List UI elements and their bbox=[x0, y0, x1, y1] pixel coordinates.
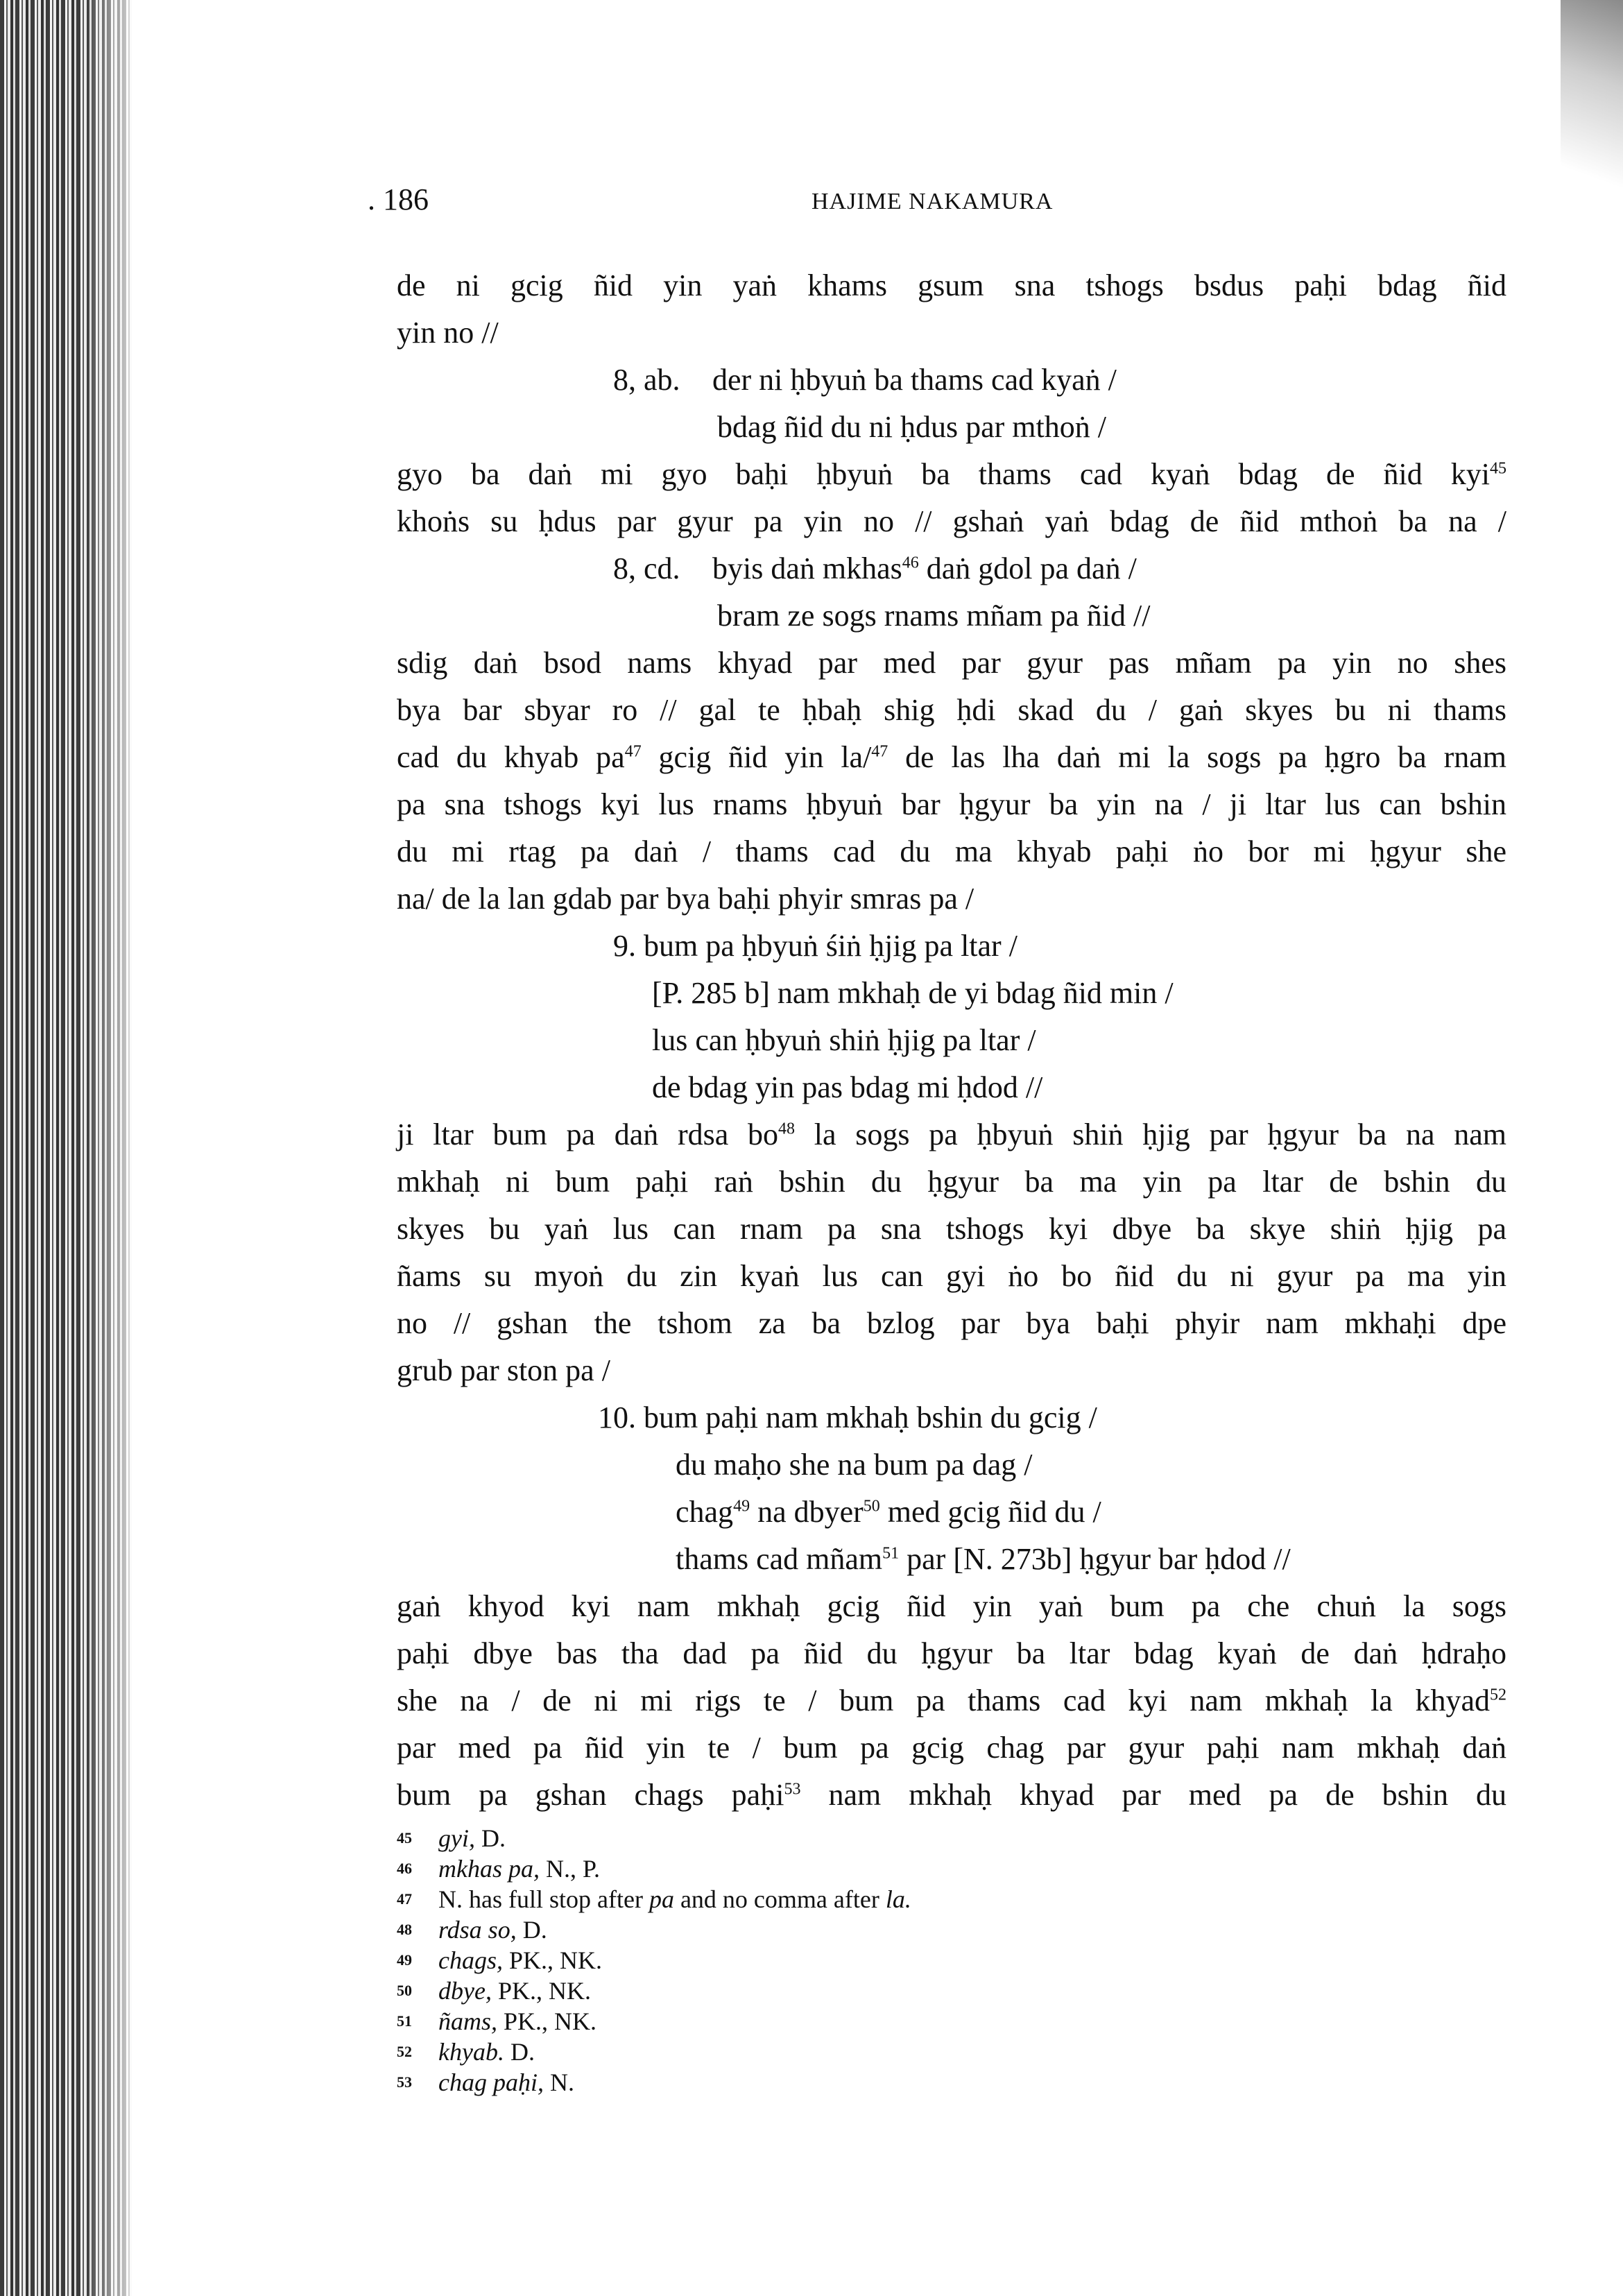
text-line bbox=[397, 734, 1506, 781]
footnote-ref: 47 bbox=[871, 742, 888, 761]
text-line bbox=[397, 309, 1506, 357]
verse-text: [P. 285 b] nam mkhaḥ de yi bdag ñid min / bbox=[652, 976, 1174, 1010]
footnote bbox=[397, 1914, 1437, 1945]
verse-line bbox=[397, 1064, 1506, 1111]
text-span: de las lha daṅ mi la sogs pa ḥgro ba rnam bbox=[888, 740, 1506, 774]
text-span: gcig ñid yin la/ bbox=[641, 740, 872, 774]
footnote bbox=[397, 1884, 1437, 1914]
text-line bbox=[397, 1253, 1506, 1300]
running-head: HAJIME NAKAMURA bbox=[812, 189, 1054, 214]
footnote bbox=[397, 2067, 1437, 2098]
text-span: du mi rtag pa daṅ / thams cad du ma khyab paḥi ṅo bor mi ḥgyur she bbox=[397, 834, 1506, 868]
footnote-number: 50 bbox=[397, 1982, 412, 1999]
verse-text: chag bbox=[676, 1495, 734, 1529]
verse-text: byis daṅ mkhas bbox=[712, 551, 902, 585]
text-line bbox=[397, 451, 1506, 498]
verse-line bbox=[397, 1017, 1506, 1064]
footnote-italic: chag paḥi, bbox=[438, 2068, 544, 2096]
text-span: gyo ba daṅ mi gyo baḥi ḥbyuṅ ba thams cad kyaṅ bdag de ñid kyi bbox=[397, 457, 1490, 491]
page-number: . 186 bbox=[368, 182, 429, 216]
verse-line bbox=[397, 970, 1506, 1017]
text-line bbox=[397, 498, 1506, 545]
text-span: bum pa gshan chags paḥi bbox=[397, 1778, 784, 1812]
text-span: grub par ston pa / bbox=[397, 1353, 610, 1387]
footnote-italic: mkhas pa, bbox=[438, 1855, 540, 1883]
footnote bbox=[397, 1976, 1437, 2006]
footnote-ref: 46 bbox=[902, 554, 919, 572]
text-line bbox=[397, 687, 1506, 734]
text-span: khoṅs su ḥdus par gyur pa yin no // gshaṅ yaṅ bdag de ñid mthoṅ ba na / bbox=[397, 504, 1506, 538]
verse-line bbox=[397, 357, 1506, 404]
text-span: pa sna tshogs kyi lus rnams ḥbyuṅ bar ḥgyur ba yin na / ji ltar lus can bshin bbox=[397, 787, 1506, 821]
text-span: nam mkhaḥ khyad par med pa de bshin du bbox=[800, 1778, 1507, 1812]
footnote-text: PK., NK. bbox=[503, 1946, 603, 1974]
verse-text: 10. bum paḥi nam mkhaḥ bshin du gcig / bbox=[598, 1400, 1097, 1434]
footnote-text: D. bbox=[504, 2038, 535, 2066]
text-span: ji ltar bum pa daṅ rdsa bo bbox=[397, 1117, 779, 1151]
text-span: she na / de ni mi rigs te / bum pa thams cad kyi nam mkhaḥ la khyad bbox=[397, 1684, 1490, 1717]
verse-text: bram ze sogs rnams mñam pa ñid // bbox=[717, 599, 1151, 633]
footnote-italic: la. bbox=[885, 1885, 911, 1913]
footnote-text: N. has full stop after bbox=[438, 1885, 649, 1913]
verse-text: med gcig ñid du / bbox=[879, 1495, 1101, 1529]
footnote bbox=[397, 1945, 1437, 1976]
footnote-text: PK., NK. bbox=[491, 1977, 591, 2005]
verse-text: thams cad mñam bbox=[676, 1542, 883, 1576]
text-span: yin no // bbox=[397, 316, 499, 350]
verse-line bbox=[397, 1536, 1506, 1583]
verse-number: 8, cd. bbox=[613, 551, 680, 585]
footnote-ref: 49 bbox=[733, 1497, 750, 1516]
verse-text: du maḥo she na bum pa dag / bbox=[676, 1448, 1033, 1482]
footnote-ref: 48 bbox=[778, 1120, 796, 1138]
verse-text: 9. bum pa ḥbyuṅ śiṅ ḥjig pa ltar / bbox=[613, 929, 1017, 963]
footnote-italic: chags, bbox=[438, 1946, 503, 1974]
text-span: de ni gcig ñid yin yaṅ khams gsum sna tshogs bsdus paḥi bdag ñid bbox=[397, 268, 1506, 302]
verse-text: lus can ḥbyuṅ shiṅ ḥjig pa ltar / bbox=[652, 1023, 1036, 1057]
footnote-italic: gyi, bbox=[438, 1824, 475, 1852]
text-line bbox=[397, 1724, 1506, 1772]
text-span: ñams su myoṅ du zin kyaṅ lus can gyi ṅo bo ñid du ni gyur pa ma yin bbox=[397, 1259, 1506, 1293]
footnote bbox=[397, 1823, 1437, 1853]
verse-line bbox=[397, 404, 1506, 451]
text-line bbox=[397, 262, 1506, 309]
text-line bbox=[397, 781, 1506, 828]
text-line bbox=[397, 1630, 1506, 1677]
footnote-text: D. bbox=[516, 1916, 547, 1944]
verse-text: de bdag yin pas bdag mi ḥdod // bbox=[652, 1070, 1043, 1104]
text-span: skyes bu yaṅ lus can rnam pa sna tshogs kyi dbye ba skye shiṅ ḥjig pa bbox=[397, 1212, 1506, 1246]
verse-line bbox=[397, 592, 1506, 640]
footnote-italic: rdsa so, bbox=[438, 1916, 517, 1944]
verse-line bbox=[397, 1489, 1506, 1536]
footnote bbox=[397, 2006, 1437, 2037]
text-line bbox=[397, 1583, 1506, 1630]
verse-text: na dbyer bbox=[750, 1495, 864, 1529]
footnote-italic: ñams, bbox=[438, 2007, 498, 2035]
footnote-number: 51 bbox=[397, 2012, 412, 2030]
footnote-ref: 50 bbox=[863, 1497, 880, 1516]
footnote-ref: 53 bbox=[784, 1780, 801, 1799]
footnote-number: 46 bbox=[397, 1860, 412, 1877]
footnote-italic: khyab. bbox=[438, 2038, 504, 2066]
footnote-ref: 51 bbox=[882, 1544, 900, 1563]
main-text bbox=[397, 262, 1506, 1819]
text-line bbox=[397, 828, 1506, 875]
text-line bbox=[397, 1677, 1506, 1724]
footnotes bbox=[397, 1823, 1437, 2098]
verse-text: par [N. 273b] ḥgyur bar ḥdod // bbox=[899, 1542, 1291, 1576]
footnote-text: N. bbox=[543, 2068, 574, 2096]
text-line bbox=[397, 1772, 1506, 1819]
footnote-number: 52 bbox=[397, 2043, 412, 2060]
text-span: gaṅ khyod kyi nam mkhaḥ gcig ñid yin yaṅ bum pa che chuṅ la sogs bbox=[397, 1589, 1506, 1623]
text-line bbox=[397, 1347, 1506, 1394]
text-line bbox=[397, 875, 1506, 923]
footnote-number: 48 bbox=[397, 1921, 412, 1938]
verse-line bbox=[397, 923, 1506, 970]
footnote-number: 45 bbox=[397, 1829, 412, 1847]
verse-text: der ni ḥbyuṅ ba thams cad kyaṅ / bbox=[712, 363, 1117, 397]
page-corner-shadow bbox=[1561, 0, 1623, 229]
footnote-italic: dbye, bbox=[438, 1977, 492, 2005]
verse-text: daṅ gdol pa daṅ / bbox=[918, 551, 1137, 585]
footnote-ref: 47 bbox=[624, 742, 642, 761]
binding-fade bbox=[83, 0, 146, 2296]
verse-text: bdag ñid du ni ḥdus par mthoṅ / bbox=[717, 410, 1106, 444]
text-span: mkhaḥ ni bum paḥi raṅ bshin du ḥgyur ba ma yin pa ltar de bshin du bbox=[397, 1165, 1506, 1199]
footnote-text: PK., NK. bbox=[497, 2007, 597, 2035]
footnote bbox=[397, 2037, 1437, 2067]
footnote-text: D. bbox=[474, 1824, 506, 1852]
footnote-italic: pa bbox=[649, 1885, 674, 1913]
verse-number: 8, ab. bbox=[613, 363, 680, 397]
footnote-ref: 52 bbox=[1490, 1686, 1506, 1704]
footnote-number: 53 bbox=[397, 2073, 412, 2091]
footnote bbox=[397, 1853, 1437, 1884]
footnote-number: 47 bbox=[397, 1890, 412, 1908]
text-span: na/ de la lan gdab par bya baḥi phyir smras pa / bbox=[397, 882, 974, 916]
text-line bbox=[397, 1158, 1506, 1206]
footnote-ref: 45 bbox=[1490, 459, 1506, 478]
text-span: bya bar sbyar ro // gal te ḥbaḥ shig ḥdi skad du / gaṅ skyes bu ni thams bbox=[397, 693, 1506, 727]
text-span: sdig daṅ bsod nams khyad par med par gyur pas mñam pa yin no shes bbox=[397, 646, 1506, 680]
footnote-text: N., P. bbox=[540, 1855, 601, 1883]
text-span: paḥi dbye bas tha dad pa ñid du ḥgyur ba ltar bdag kyaṅ de daṅ ḥdraḥo bbox=[397, 1636, 1506, 1670]
footnote-text: and no comma after bbox=[673, 1885, 886, 1913]
text-span: la sogs pa ḥbyuṅ shiṅ ḥjig par ḥgyur ba na nam bbox=[795, 1117, 1506, 1151]
text-span: no // gshan the tshom za ba bzlog par bya baḥi phyir nam mkhaḥi dpe bbox=[397, 1306, 1506, 1340]
verse-line bbox=[397, 545, 1506, 592]
text-line bbox=[397, 1111, 1506, 1158]
verse-line bbox=[397, 1441, 1506, 1489]
text-line bbox=[397, 1300, 1506, 1347]
page-header bbox=[368, 182, 1463, 230]
text-span: cad du khyab pa bbox=[397, 740, 625, 774]
verse-line bbox=[397, 1394, 1506, 1441]
footnote-number: 49 bbox=[397, 1951, 412, 1969]
text-line bbox=[397, 1206, 1506, 1253]
text-line bbox=[397, 640, 1506, 687]
text-span: par med pa ñid yin te / bum pa gcig chag par gyur paḥi nam mkhaḥ daṅ bbox=[397, 1731, 1506, 1765]
